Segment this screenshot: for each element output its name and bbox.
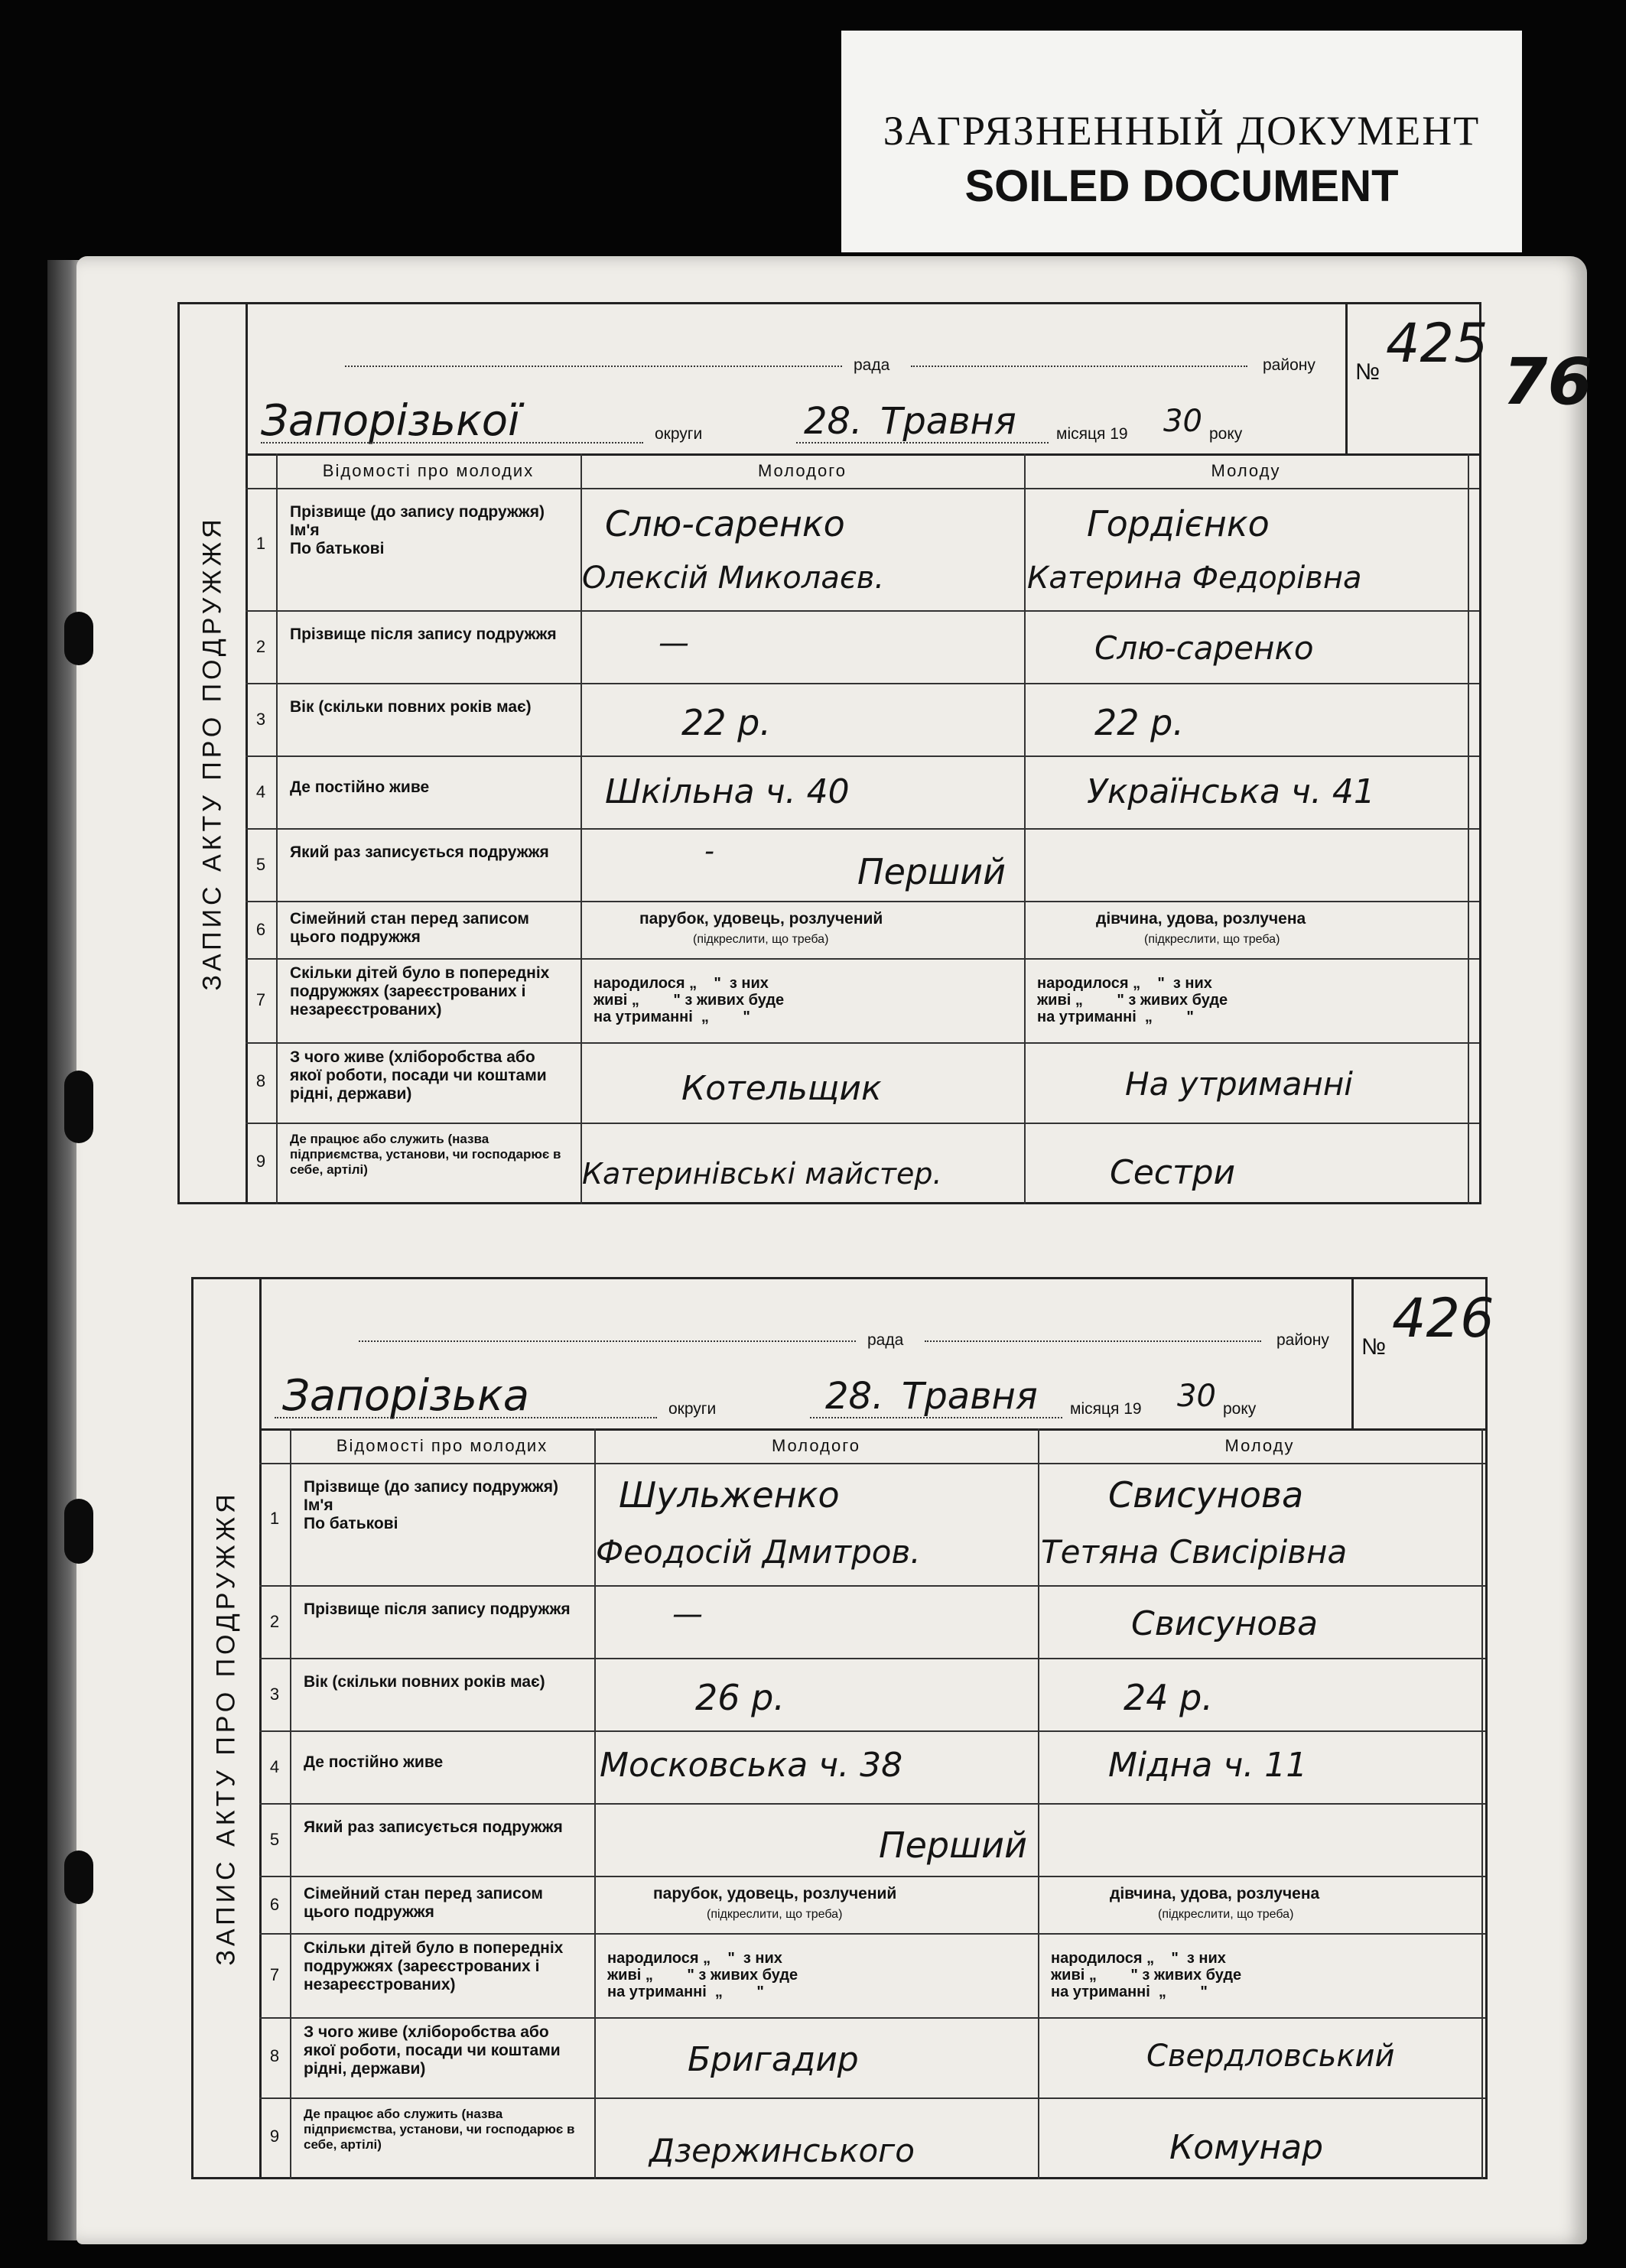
number-sign: №	[1361, 1334, 1387, 1360]
row-workplace	[259, 2097, 1485, 2179]
bride-surname-after: Слю-саренко	[1094, 629, 1314, 667]
stamp-text-ru: ЗАГРЯЗНЕННЫЙ ДОКУМЕНТ	[883, 108, 1481, 154]
col-bride-header: Молоду	[1224, 1436, 1295, 1455]
row-label: Прізвище після запису подружжя	[304, 1600, 571, 1618]
record-number: 425	[1386, 312, 1488, 375]
row-label: З чого живе (хліборобства або якої роботи, посади чи коштами рідні, держави)	[304, 2023, 561, 2078]
groom-address: Московська ч. 38	[600, 1746, 903, 1785]
groom-address: Шкільна ч. 40	[605, 772, 850, 811]
row-number: 1	[269, 1509, 280, 1528]
row-label: Вік (скільки повних років має)	[304, 1673, 545, 1691]
groom-name: Олексій Миколаєв.	[582, 561, 885, 596]
groom-status-options: парубок, удовець, розлучений	[639, 910, 883, 928]
row-children	[259, 1933, 1485, 2019]
bride-livelihood: На утриманні	[1125, 1065, 1353, 1103]
day-value: 28.	[804, 400, 863, 443]
row-label: Прізвище (до запису подружжя) Ім'я По батькові	[290, 503, 545, 557]
underline-hint: (підкреслити, що треба)	[1144, 933, 1280, 946]
row-address	[259, 1730, 1485, 1805]
groom-surname-after: —	[659, 625, 689, 661]
groom-livelihood: Котельщик	[681, 1069, 882, 1108]
row-number: 4	[269, 1757, 280, 1776]
row-label: Прізвище після запису подружжя	[290, 625, 557, 643]
month-label: місяця 19	[1056, 425, 1128, 443]
groom-workplace: Дзержинського	[649, 2132, 915, 2169]
okrug-label: округи	[655, 425, 703, 443]
record-header	[246, 304, 1488, 456]
side-title-box	[180, 304, 248, 1202]
groom-surname: Слю-саренко	[605, 503, 845, 544]
stamp-text-en: SOILED DOCUMENT	[964, 161, 1399, 211]
col-groom-header: Молодого	[757, 461, 847, 480]
month-value: Травня	[902, 1375, 1038, 1418]
groom-children-text: народилося „ " з них живі „ " з живих буде на утриманні „ "	[607, 1950, 798, 2000]
row-label: Вік (скільки повних років має)	[290, 698, 532, 716]
which-time-mark: -	[704, 836, 714, 867]
row-number: 5	[255, 855, 266, 874]
bride-surname: Гордієнко	[1087, 503, 1270, 544]
groom-surname-after: —	[672, 1597, 703, 1632]
row-workplace	[246, 1123, 1479, 1204]
col-info-header: Відомості про молодих	[322, 461, 535, 480]
row-surname-after	[246, 610, 1479, 684]
row-age	[259, 1658, 1485, 1732]
underline-hint: (підкреслити, що треба)	[707, 1908, 843, 1921]
col-groom-header: Молодого	[771, 1436, 860, 1455]
bride-livelihood: Свердловський	[1146, 2039, 1395, 2074]
which-time-value: Перший	[879, 1824, 1027, 1866]
row-number: 2	[269, 1612, 280, 1631]
which-time-value: Перший	[857, 851, 1006, 892]
column-headers	[246, 453, 1479, 489]
bride-address: Мідна ч. 11	[1108, 1746, 1308, 1785]
row-children	[246, 958, 1479, 1044]
bride-children-text: народилося „ " з них живі „ " з живих буде на утриманні „ "	[1051, 1950, 1242, 2000]
groom-children-text: народилося „ " з них живі „ " з живих буде на утриманні „ "	[593, 975, 785, 1025]
binding-hole	[64, 1499, 93, 1564]
row-number: 9	[255, 1152, 266, 1171]
bride-surname-after: Свисунова	[1131, 1604, 1319, 1643]
row-number: 5	[269, 1830, 280, 1849]
year-label: року	[1209, 425, 1243, 443]
okrug-value: Запорізька	[282, 1371, 530, 1421]
row-label: Який раз записується подружжя	[290, 843, 549, 861]
side-title-box	[193, 1279, 262, 2177]
row-livelihood	[246, 1042, 1479, 1124]
groom-surname: Шульженко	[619, 1474, 840, 1516]
row-label: Де працює або служить (назва підприємства, установи, чи господарює в себе, артілі)	[304, 2107, 575, 2152]
groom-livelihood: Бригадир	[688, 2040, 859, 2079]
page-number: 76	[1503, 344, 1592, 419]
row-label: З чого живе (хліборобства або якої роботи, посади чи коштами рідні, держави)	[290, 1048, 547, 1103]
underline-hint: (підкреслити, що треба)	[693, 933, 829, 946]
record-header	[259, 1279, 1494, 1431]
row-which-time	[246, 828, 1479, 902]
binding-hole	[64, 612, 93, 665]
number-sign: №	[1355, 359, 1380, 385]
col-info-header: Відомості про молодих	[336, 1436, 548, 1455]
row-names	[259, 1463, 1485, 1587]
row-number: 9	[269, 2127, 280, 2146]
bride-workplace: Комунар	[1169, 2128, 1324, 2167]
row-number: 3	[255, 710, 266, 729]
binding-hole	[64, 1850, 93, 1904]
row-number: 3	[269, 1685, 280, 1704]
row-label: Який раз записується подружжя	[304, 1818, 563, 1836]
row-number: 6	[255, 920, 266, 939]
row-address	[246, 755, 1479, 830]
side-title: ЗАПИС АКТУ ПРО ПОДРУЖЖЯ	[211, 1490, 241, 1966]
row-number: 7	[269, 1965, 280, 1984]
row-number: 4	[255, 782, 266, 801]
side-title: ЗАПИС АКТУ ПРО ПОДРУЖЖЯ	[197, 515, 227, 991]
bride-age: 24 р.	[1124, 1677, 1213, 1718]
row-label: Сімейний стан перед записом цього подружжя	[290, 910, 529, 946]
row-label: Де постійно живе	[290, 778, 430, 796]
row-marital-status	[246, 901, 1479, 960]
soiled-document-stamp	[841, 31, 1522, 252]
year-value: 30	[1177, 1379, 1216, 1414]
row-names	[246, 488, 1479, 612]
underline-hint: (підкреслити, що треба)	[1158, 1908, 1294, 1921]
row-label: Прізвище (до запису подружжя) Ім'я По батькові	[304, 1478, 558, 1532]
month-value: Травня	[880, 400, 1016, 443]
okrug-value: Запорізької	[261, 396, 520, 446]
bride-workplace: Сестри	[1110, 1153, 1236, 1192]
row-label: Де постійно живе	[304, 1753, 444, 1771]
okrug-label: округи	[668, 1400, 717, 1418]
row-label: Скільки дітей було в попередніх подружжях (зареєстрованих і незареєстрованих)	[290, 964, 550, 1019]
groom-age: 22 р.	[681, 702, 771, 743]
row-surname-after	[259, 1585, 1485, 1659]
day-value: 28.	[825, 1375, 884, 1418]
bride-surname: Свисунова	[1108, 1474, 1304, 1516]
groom-name: Феодосій Дмитров.	[596, 1533, 921, 1571]
record-number: 426	[1392, 1287, 1494, 1350]
raion-label: району	[1263, 356, 1315, 374]
rada-label: рада	[854, 356, 890, 374]
groom-status-options: парубок, удовець, розлучений	[653, 1885, 897, 1902]
bride-status-options: дівчина, удова, розлучена	[1096, 910, 1306, 928]
groom-workplace: Катеринівські майстер.	[582, 1157, 942, 1191]
bride-status-options: дівчина, удова, розлучена	[1110, 1885, 1320, 1902]
col-bride-header: Молоду	[1211, 461, 1281, 480]
year-value: 30	[1163, 404, 1202, 439]
marriage-record-2	[191, 1277, 1494, 2179]
raion-label: району	[1276, 1331, 1329, 1349]
rada-label: рада	[867, 1331, 904, 1349]
row-number: 7	[255, 990, 266, 1009]
month-label: місяця 19	[1070, 1400, 1142, 1418]
record-number-box	[1351, 1279, 1494, 1428]
bride-name: Тетяна Свисірівна	[1041, 1533, 1348, 1571]
bride-name: Катерина Федорівна	[1027, 561, 1362, 596]
row-livelihood	[259, 2017, 1485, 2099]
column-headers	[259, 1428, 1485, 1464]
row-number: 1	[255, 534, 266, 553]
row-label: Скільки дітей було в попередніх подружжях (зареєстрованих і незареєстрованих)	[304, 1939, 564, 1993]
groom-age: 26 р.	[695, 1677, 785, 1718]
row-age	[246, 683, 1479, 757]
bride-children-text: народилося „ " з них живі „ " з живих буде на утриманні „ "	[1037, 975, 1228, 1025]
row-label: Сімейний стан перед записом цього подружжя	[304, 1885, 543, 1921]
year-label: року	[1223, 1400, 1257, 1418]
row-number: 6	[269, 1895, 280, 1914]
marriage-record-1	[177, 302, 1488, 1204]
row-which-time	[259, 1803, 1485, 1877]
row-number: 2	[255, 637, 266, 656]
row-marital-status	[259, 1876, 1485, 1935]
binding-hole	[64, 1071, 93, 1143]
row-number: 8	[269, 2046, 280, 2065]
row-label: Де працює або служить (назва підприємства, установи, чи господарює в себе, артілі)	[290, 1132, 561, 1177]
row-number: 8	[255, 1071, 266, 1090]
bride-age: 22 р.	[1094, 702, 1184, 743]
bride-address: Українська ч. 41	[1087, 772, 1375, 811]
record-number-box	[1345, 304, 1488, 453]
